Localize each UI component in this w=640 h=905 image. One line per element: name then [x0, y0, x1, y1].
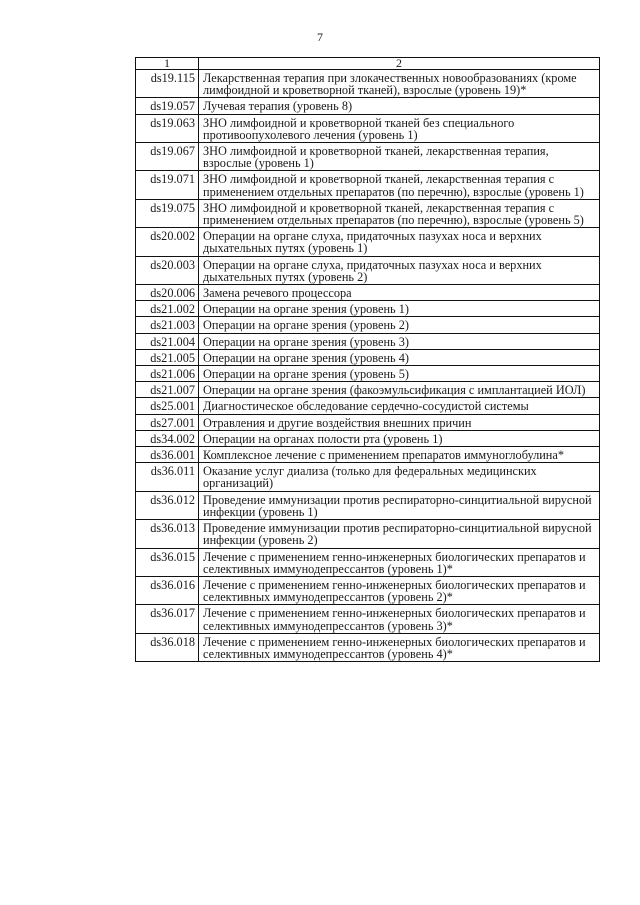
row-code: ds36.013	[136, 520, 199, 548]
row-description: Операции на органе зрения (уровень 1)	[199, 301, 600, 317]
row-code: ds19.075	[136, 199, 199, 227]
row-description: Лечение с применением генно-инженерных биологических препаратов и селективных иммунодепрессантов (уровень 4)*	[199, 633, 600, 661]
row-code: ds36.017	[136, 605, 199, 633]
row-description: ЗНО лимфоидной и кроветворной тканей, лекарственная терапия с применением отдельных препаратов (по перечню), взрослые (уровень 1)	[199, 171, 600, 199]
table-row	[136, 605, 600, 633]
row-description: Лекарственная терапия при злокачественных новообразованиях (кроме лимфоидной и кроветворной тканей), взрослые (уровень 19)*	[199, 70, 600, 98]
row-code: ds19.115	[136, 70, 199, 98]
row-description: Лечение с применением генно-инженерных биологических препаратов и селективных иммунодепрессантов (уровень 3)*	[199, 605, 600, 633]
row-code: ds27.001	[136, 414, 199, 430]
row-code: ds25.001	[136, 398, 199, 414]
table-row	[136, 430, 600, 446]
row-code: ds21.006	[136, 366, 199, 382]
table-row	[136, 199, 600, 227]
row-description: Лечение с применением генно-инженерных биологических препаратов и селективных иммунодепрессантов (уровень 2)*	[199, 576, 600, 604]
table-row	[136, 463, 600, 491]
row-description: Операции на органе зрения (уровень 2)	[199, 317, 600, 333]
row-code: ds36.012	[136, 491, 199, 519]
row-code: ds36.011	[136, 463, 199, 491]
row-code: ds34.002	[136, 430, 199, 446]
row-code: ds21.002	[136, 301, 199, 317]
row-description: Операции на органе зрения (факоэмульсификация с имплантацией ИОЛ)	[199, 382, 600, 398]
row-code: ds36.018	[136, 633, 199, 661]
row-code: ds21.007	[136, 382, 199, 398]
table-body	[136, 70, 600, 662]
row-code: ds19.057	[136, 98, 199, 114]
row-description: Операции на органе зрения (уровень 3)	[199, 333, 600, 349]
row-description: ЗНО лимфоидной и кроветворной тканей, лекарственная терапия, взрослые (уровень 1)	[199, 143, 600, 171]
row-code: ds21.005	[136, 349, 199, 365]
row-code: ds20.002	[136, 228, 199, 256]
table-row	[136, 520, 600, 548]
table-row	[136, 349, 600, 365]
row-description: Операции на органе зрения (уровень 5)	[199, 366, 600, 382]
row-description: Отравления и другие воздействия внешних причин	[199, 414, 600, 430]
row-description: ЗНО лимфоидной и кроветворной тканей, лекарственная терапия с применением отдельных препаратов (по перечню), взрослые (уровень 5)	[199, 199, 600, 227]
table-row	[136, 548, 600, 576]
table-row	[136, 576, 600, 604]
row-description: Проведение иммунизации против респираторно-синцитиальной вирусной инфекции (уровень 2)	[199, 520, 600, 548]
row-description: Комплексное лечение с применением препаратов иммуноглобулина*	[199, 447, 600, 463]
row-code: ds20.006	[136, 285, 199, 301]
row-description: Операции на органе зрения (уровень 4)	[199, 349, 600, 365]
code-table	[135, 57, 600, 662]
table-row	[136, 317, 600, 333]
row-code: ds21.003	[136, 317, 199, 333]
row-description: Оказание услуг диализа (только для федеральных медицинских организаций)	[199, 463, 600, 491]
table-row	[136, 333, 600, 349]
row-description: Операции на органах полости рта (уровень 1)	[199, 430, 600, 446]
row-description: Операции на органе слуха, придаточных пазухах носа и верхних дыхательных путях (уровень 2)	[199, 256, 600, 284]
table-row	[136, 491, 600, 519]
page-number: 7	[317, 30, 323, 44]
table-row	[136, 171, 600, 199]
table-row	[136, 256, 600, 284]
table-row	[136, 447, 600, 463]
row-code: ds36.016	[136, 576, 199, 604]
row-code: ds21.004	[136, 333, 199, 349]
row-description: Лечение с применением генно-инженерных биологических препаратов и селективных иммунодепрессантов (уровень 1)*	[199, 548, 600, 576]
table-row	[136, 633, 600, 661]
table-row	[136, 228, 600, 256]
column-header-1: 1	[136, 58, 199, 70]
row-description: ЗНО лимфоидной и кроветворной тканей без специального противоопухолевого лечения (уровень 1)	[199, 114, 600, 142]
table-row	[136, 143, 600, 171]
table-row	[136, 301, 600, 317]
row-code: ds36.001	[136, 447, 199, 463]
row-code: ds19.067	[136, 143, 199, 171]
row-code: ds19.063	[136, 114, 199, 142]
row-description: Замена речевого процессора	[199, 285, 600, 301]
table-row	[136, 98, 600, 114]
row-code: ds20.003	[136, 256, 199, 284]
table-row	[136, 114, 600, 142]
row-description: Диагностическое обследование сердечно-сосудистой системы	[199, 398, 600, 414]
table-row	[136, 398, 600, 414]
table-row	[136, 70, 600, 98]
table-row	[136, 285, 600, 301]
row-description: Проведение иммунизации против респираторно-синцитиальной вирусной инфекции (уровень 1)	[199, 491, 600, 519]
row-description: Операции на органе слуха, придаточных пазухах носа и верхних дыхательных путях (уровень 1)	[199, 228, 600, 256]
row-code: ds36.015	[136, 548, 199, 576]
table-header-row	[136, 58, 600, 70]
table-row	[136, 414, 600, 430]
table-row	[136, 366, 600, 382]
table-row	[136, 382, 600, 398]
row-code: ds19.071	[136, 171, 199, 199]
row-description: Лучевая терапия (уровень 8)	[199, 98, 600, 114]
column-header-2: 2	[199, 58, 600, 70]
